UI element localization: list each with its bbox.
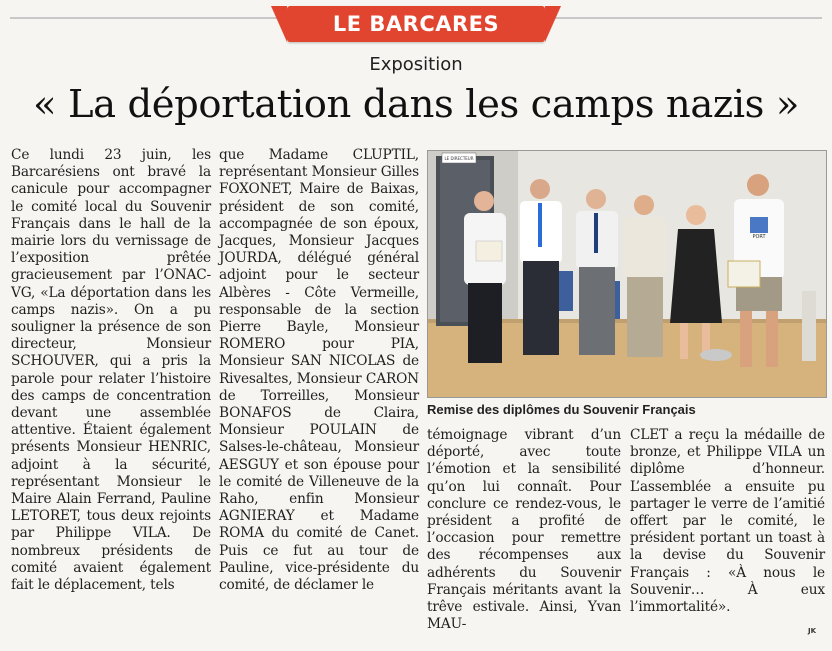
article-column-3 — [427, 427, 621, 633]
column-1-text: Ce lundi 23 juin, les Barcarésiens ont bravé la canicule pour accompagner le comité local du Souvenir Français dans le hall de la mairie lors du vernissage de l’exposition prêtée gracieusement par l’ONAC-VG, «La déportation dans les camps nazis». On a pu souligner la présence de son directeur, Monsieur SCHOUVER, qui a pris la parole pour relater l’histoire des camps de concentration devant une assemblée attentive. Étaient également présents Monsieur HENRIC, adjoint à la sécurité, représentant Monsieur le Maire Alain Ferrand, Pauline LETORET, tous deux rejoints par Philippe VILA. De nombreux présidents de comité avaient également fait le déplacement, tels — [11, 147, 211, 594]
column-4-text: CLET a reçu la médaille de bronze, et Philippe VILA un diplôme d’honneur. L’assemblée a ensuite pu partager le verre de l’amitié offert par le comité, le président portant un toast à la devise du Souvenir Français : «À nous le Souvenir… À eux l’immortalité». — [630, 427, 825, 616]
article-headline: « La déportation dans les camps nazis » — [32, 82, 800, 127]
shirt-logo-text: PORT — [752, 234, 766, 240]
column-2-text: que Madame CLUPTIL, représentant Monsieur Gilles FOXONET, Maire de Baixas, président de son comité, accompagnée de son époux, Jacques, Monsieur Jacques JOURDA, délégué général adjoint pour le secteur Albères - Côte Vermeille, responsable de la section Pierre Bayle, Monsieur ROMERO pour PIA, Monsieur SAN NICOLAS de Rivesaltes, Monsieur CARON de Torreilles, Monsieur BONAFOS de Claira, Monsieur POULAIN de Salses-le-château, Monsieur AESGUY et son épouse pour le comité de Villeneuve de la Raho, enfin Monsieur AGNIERAY et Madame ROMA du comité de Canet. Puis ce fut au tour de Pauline, vice-présidente du comité, de déclamer le — [219, 147, 419, 594]
author-signature: JK — [808, 627, 817, 635]
column-3-text: témoignage vibrant d’un déporté, avec toute l’émotion et la sensibilité qu’on lui connaît. Pour conclure ce rendez-vous, le président a profité de l’occasion pour remettre des récompenses aux adhérents du Souvenir Français méritants avant la trêve estivale. Ainsi, Yvan MAU- — [427, 427, 621, 633]
section-title: LE BARCARES — [332, 12, 500, 36]
group-photo — [427, 150, 827, 398]
photo-caption: Remise des diplômes du Souvenir Français — [427, 402, 696, 417]
section-banner — [287, 6, 545, 42]
article-column-1 — [11, 147, 211, 594]
door-sign: LE DIRECTEUR — [444, 156, 474, 161]
article-column-4 — [630, 427, 825, 616]
article-column-2 — [219, 147, 419, 594]
group-photo-illustration — [428, 151, 826, 397]
article-kicker: Exposition — [369, 54, 463, 75]
